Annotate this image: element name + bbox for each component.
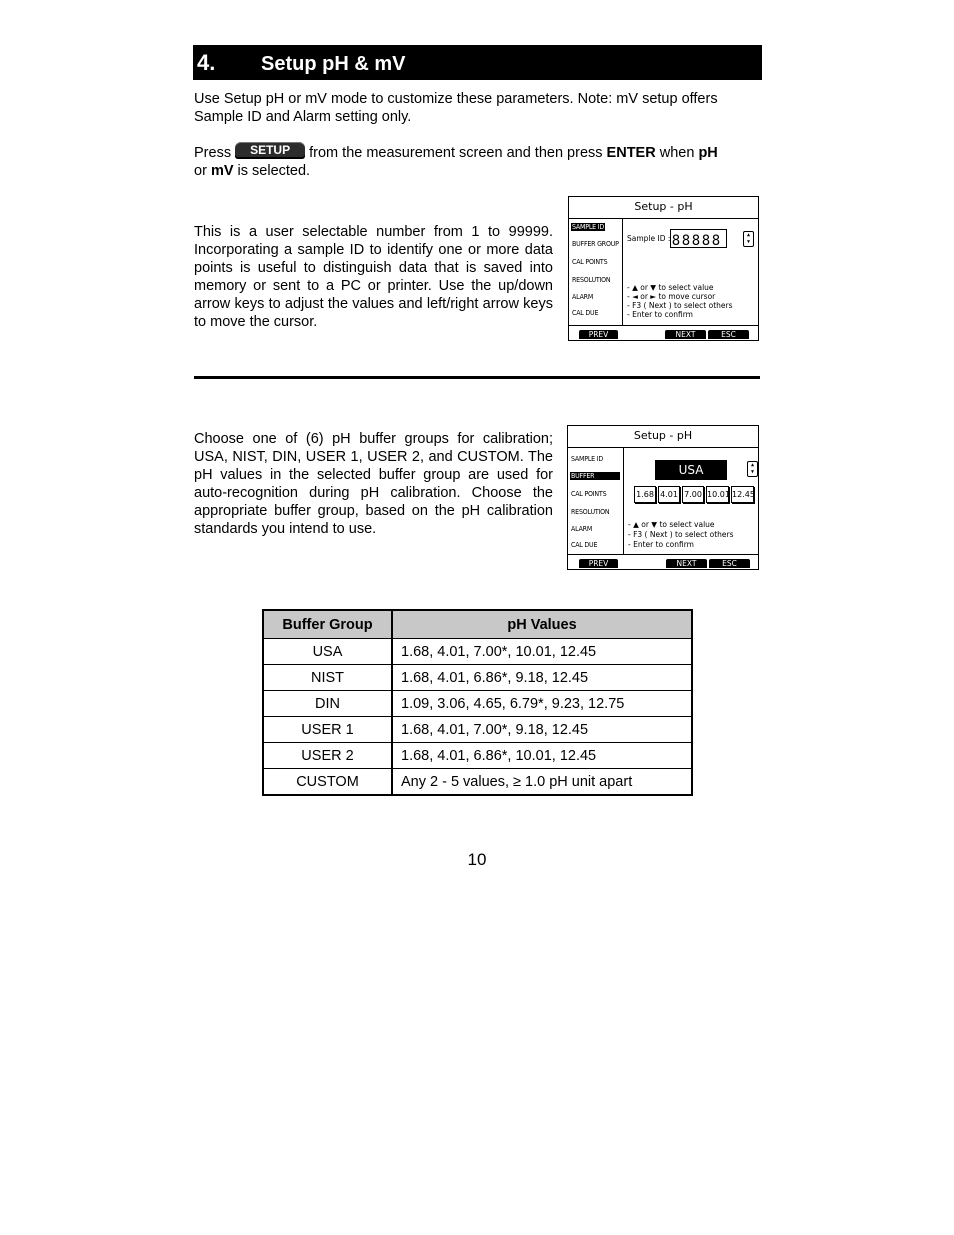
digit: 8	[691, 233, 701, 249]
sample-id-description: This is a user selectable number from 1 to 99999. Incorporating a sample ID to identify one or more data points is useful to distinguish data that is saved into memory or sent to a PC or printer. Use the up/down arrow keys to adjust the values and left/right arrow keys to move the cursor.	[194, 224, 553, 330]
setup-key-icon: SETUP	[235, 142, 305, 159]
menu-sample-id: SAMPLE ID	[572, 223, 605, 231]
next-softkey: NEXT	[666, 559, 707, 568]
menu-cal-points: CAL POINTS	[572, 258, 608, 266]
menu-resolution: RESOLUTION	[571, 508, 610, 516]
mv-text: mV	[210, 163, 234, 179]
ph-values-cell: 1.68, 4.01, 6.86*, 10.01, 12.45	[392, 743, 692, 769]
buffer-group-cell: DIN	[263, 691, 392, 717]
menu-sample-id: SAMPLE ID	[571, 455, 604, 463]
ph-values-cell: 1.68, 4.01, 6.86*, 9.18, 12.45	[392, 665, 692, 691]
menu-resolution: RESOLUTION	[572, 276, 611, 284]
header-ph-values: pH Values	[392, 610, 692, 639]
buffer-group-cell: USER 2	[263, 743, 392, 769]
digit: 8	[671, 233, 681, 249]
buffer-screen	[567, 425, 759, 570]
hint-line: - ◄ or ► to move cursor	[627, 292, 716, 301]
menu-cal-due: CAL DUE	[571, 541, 598, 549]
ph-values-cell: 1.68, 4.01, 7.00*, 10.01, 12.45	[392, 639, 692, 665]
prev-softkey: PREV	[579, 330, 618, 339]
header-buffer-group: Buffer Group	[263, 610, 392, 639]
sample-id-screen	[568, 196, 759, 341]
hint-line: - Enter to confirm	[627, 310, 693, 319]
section-divider	[194, 376, 760, 379]
when-text: when	[659, 145, 695, 161]
ph-values-cell: Any 2 - 5 values, ≥ 1.0 pH unit apart	[392, 769, 692, 796]
buffer-description: Choose one of (6) pH buffer groups for calibration; USA, NIST, DIN, USER 1, USER 2, and CUSTOM. The pH values in the selected buffer group are used for auto-recognition during pH calibration. Choose the appropriate buffer group, based on the pH calibration standards you intend to use.	[194, 431, 553, 537]
menu-cal-points: CAL POINTS	[571, 490, 607, 498]
buffer-group-cell: USER 1	[263, 717, 392, 743]
press-setup-paragraph	[194, 142, 762, 180]
up-down-spinner-icon: ▲ ▼	[747, 461, 758, 477]
buffer-value: 12.45	[731, 486, 754, 503]
menu-alarm: ALARM	[571, 525, 593, 533]
esc-softkey: ESC	[709, 559, 750, 568]
menu-cal-due: CAL DUE	[572, 309, 599, 317]
digit: 8	[681, 233, 691, 249]
up-down-spinner-icon: ▲ ▼	[743, 231, 754, 247]
buffer-values-row	[634, 486, 754, 504]
section-title: Setup pH & mV	[261, 53, 406, 75]
table-row	[263, 743, 692, 769]
hint-line: - F3 ( Next ) to select others	[627, 301, 733, 310]
esc-softkey: ESC	[708, 330, 749, 339]
prev-softkey: PREV	[579, 559, 618, 568]
or-text: or	[194, 163, 207, 179]
screen-title: Setup - pH	[634, 200, 693, 213]
table-row	[263, 717, 692, 743]
table-row	[263, 639, 692, 665]
ph-text: pH	[698, 145, 718, 161]
ph-values-cell: 1.68, 4.01, 7.00*, 9.18, 12.45	[392, 717, 692, 743]
hint-line: - Enter to confirm	[628, 540, 694, 549]
buffer-group-cell: CUSTOM	[263, 769, 392, 796]
menu-buffer-group: BUFFER GROUP	[572, 240, 619, 248]
buffer-group-cell: NIST	[263, 665, 392, 691]
press-mid-text: from the measurement screen and then press	[309, 145, 603, 161]
digit: 8	[701, 233, 711, 249]
sample-id-value	[670, 229, 727, 248]
hint-line: - ▲ or ▼ to select value	[628, 520, 715, 529]
menu-buffer: BUFFER	[570, 472, 620, 480]
selected-text: is selected.	[237, 163, 311, 179]
section-number: 4.	[197, 50, 216, 75]
page-number: 10	[467, 850, 487, 869]
selected-buffer-group: USA	[655, 460, 727, 480]
next-softkey: NEXT	[665, 330, 706, 339]
buffer-value: 10.01	[706, 486, 729, 503]
hint-line: - F3 ( Next ) to select others	[628, 530, 734, 539]
buffer-value: 1.68	[634, 486, 656, 503]
ph-values-cell: 1.09, 3.06, 4.65, 6.79*, 9.23, 12.75	[392, 691, 692, 717]
menu-alarm: ALARM	[572, 293, 594, 301]
table-row	[263, 691, 692, 717]
buffer-value: 7.00	[682, 486, 704, 503]
buffer-group-cell: USA	[263, 639, 392, 665]
press-word: Press	[194, 145, 232, 161]
sample-id-field-label: Sample ID :	[627, 234, 671, 243]
buffer-group-table	[262, 609, 693, 796]
table-row	[263, 665, 692, 691]
screen-title: Setup - pH	[633, 429, 693, 442]
buffer-value: 4.01	[658, 486, 680, 503]
enter-key-text: ENTER	[606, 145, 656, 161]
digit: 8	[711, 233, 721, 249]
intro-paragraph: Use Setup pH or mV mode to customize these parameters. Note: mV setup offers Sample ID and Alarm setting only.	[194, 91, 718, 125]
table-row	[263, 769, 692, 796]
section-header	[193, 45, 762, 80]
table-header-row	[263, 610, 692, 639]
hint-line: - ▲ or ▼ to select value	[627, 283, 714, 292]
